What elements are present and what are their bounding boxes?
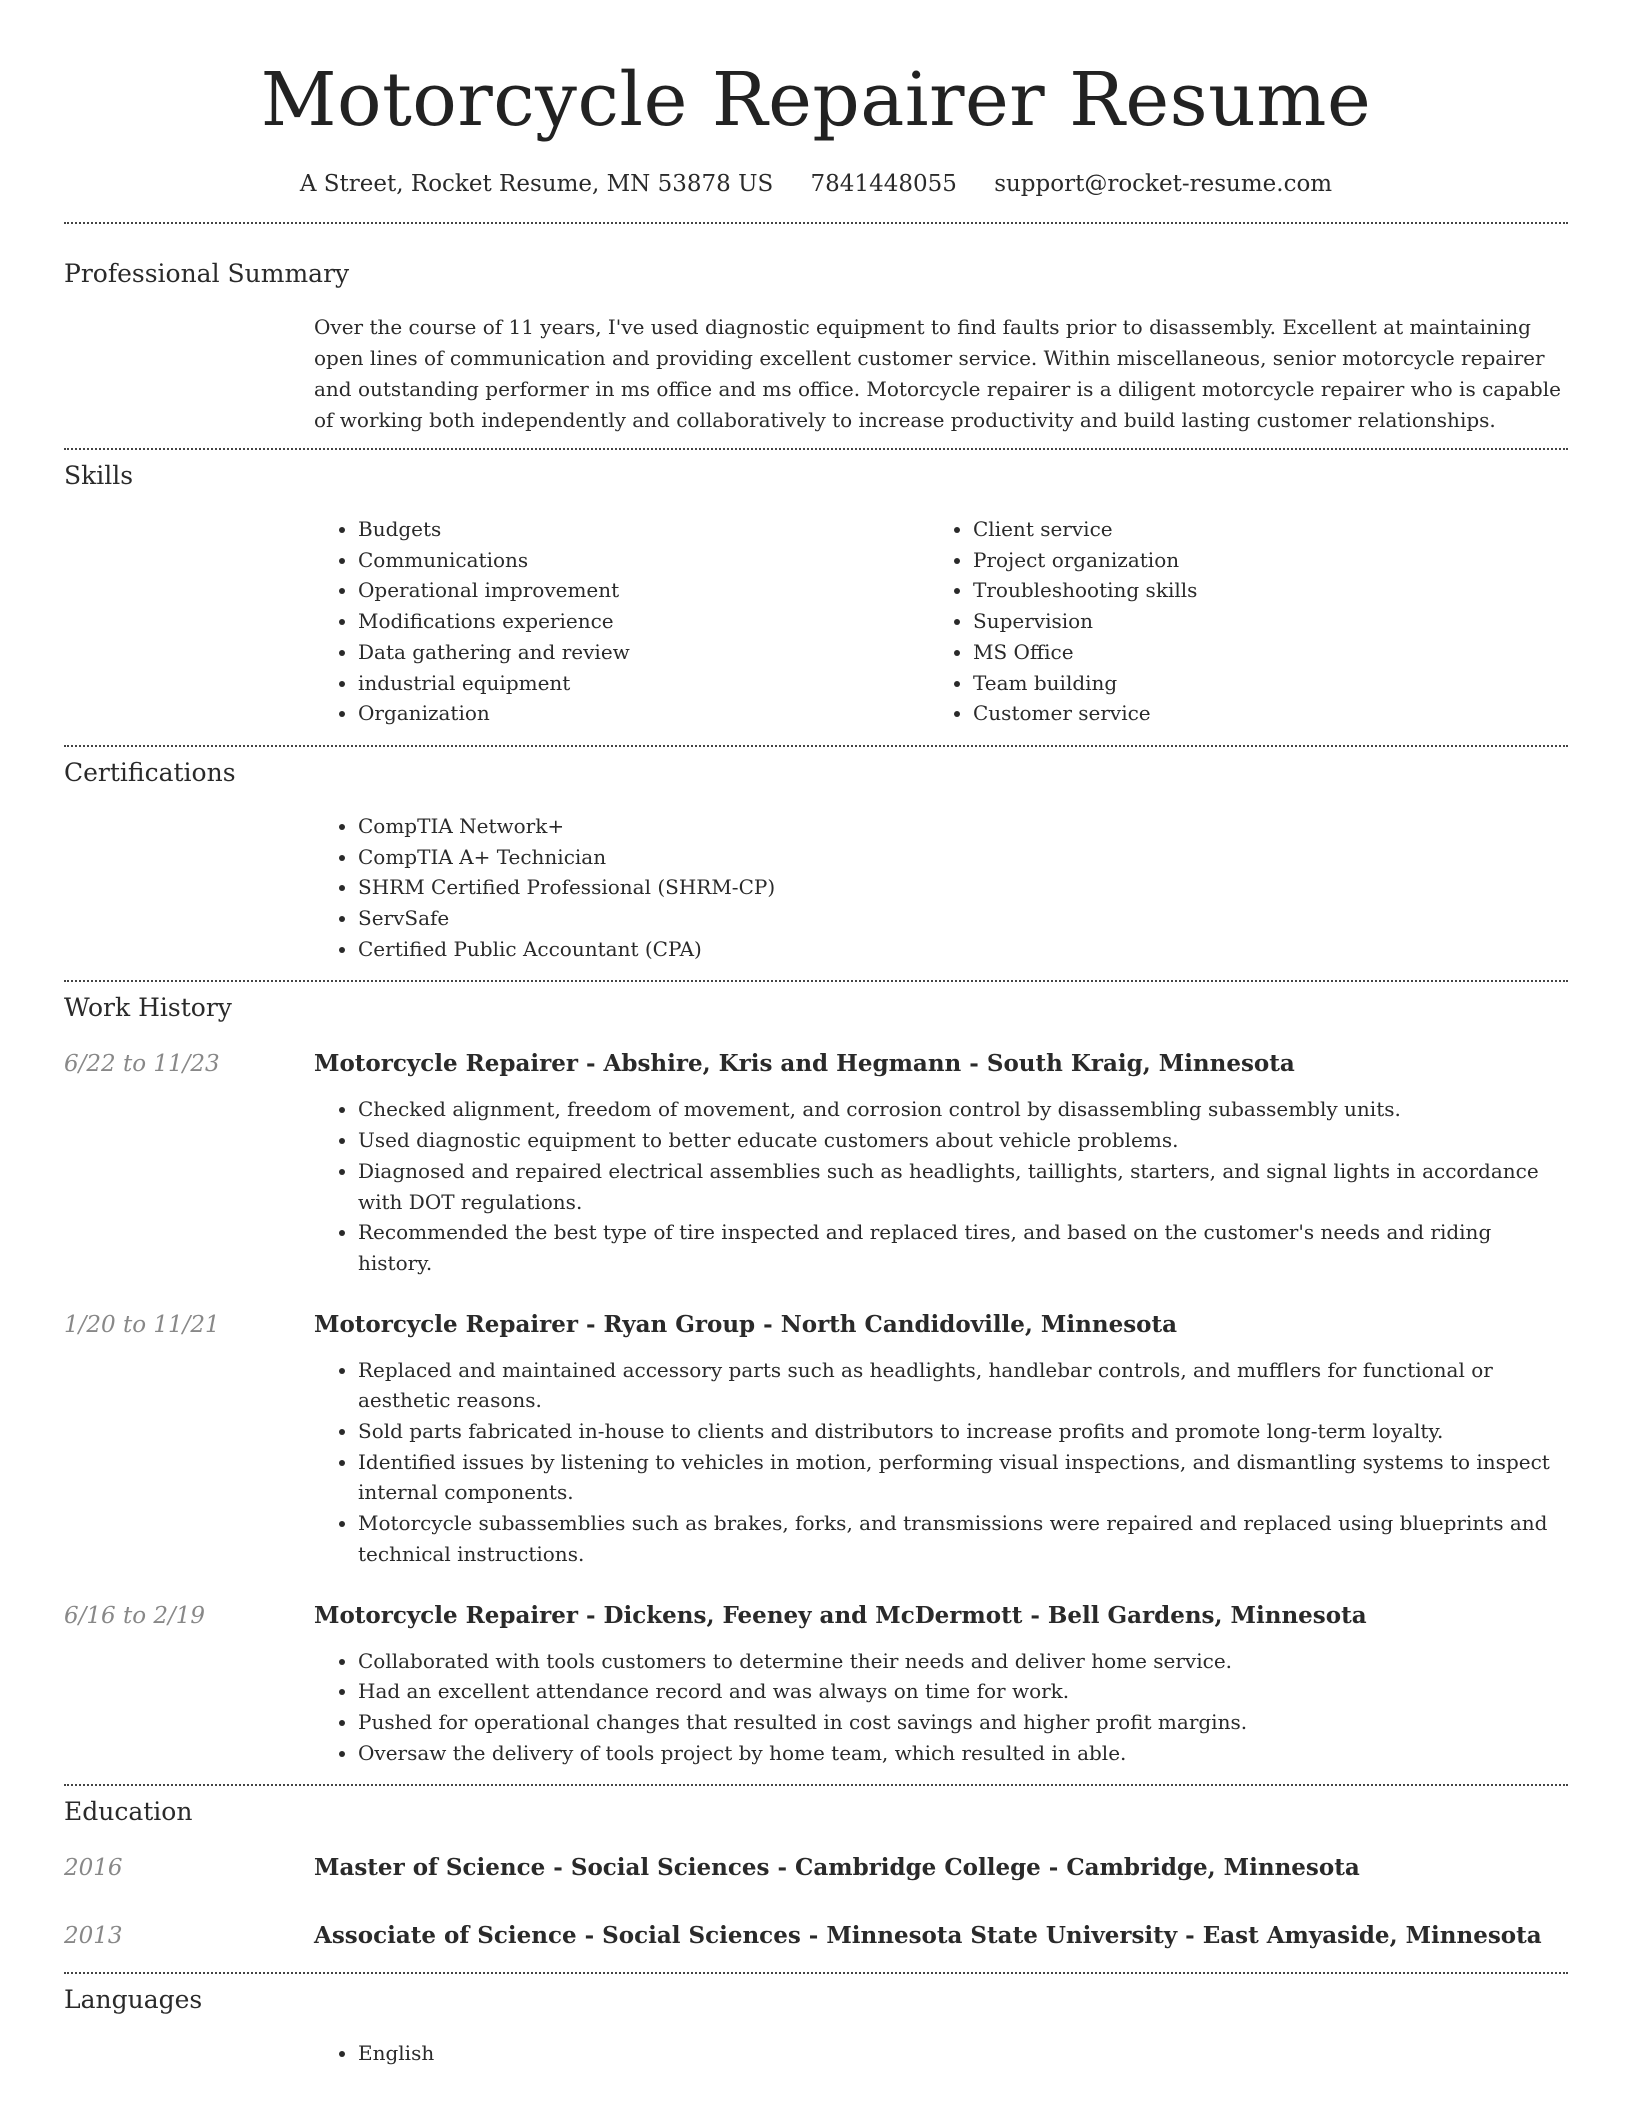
address-text: A Street, Rocket Resume, MN 53878 US [299,171,774,197]
work-heading: Work History [64,993,232,1023]
divider [64,448,1568,450]
divider [64,1784,1568,1786]
skills-list-right [929,514,1544,729]
job-date: 6/22 to 11/23 [64,1051,220,1078]
work-section [64,992,1568,1768]
list-item: • CompTIA Network+ [358,811,1568,842]
skills-section [64,460,1568,729]
email-link[interactable]: support@rocket-resume.com [994,171,1333,197]
contact-line [64,168,1568,200]
list-item: • Checked alignment, freedom of movement, and corrosion control by disassembling subassembly units. [358,1094,1568,1125]
divider [64,745,1568,747]
list-item: • English [358,2038,1568,2069]
list-item: • CompTIA A+ Technician [358,842,1568,873]
list-item: • Oversaw the delivery of tools project by home team, which resulted in able. [358,1738,1568,1769]
summary-text: Over the course of 11 years, I've used diagnostic equipment to find faults prior to disassembly. Excellent at maintaining open lines of communication and providing excellent customer service. Within miscellaneous, senior motorcycle repairer and outstanding performer in ms office and ms office. Motorcycle repairer is a diligent motorcycle repairer who is capable of working both independently and collaboratively to increase productivity and build lasting customer relationships. [314,315,1561,432]
list-item: • Communications [358,545,929,576]
summary-heading: Professional Summary [64,259,350,288]
list-item: • Operational improvement [358,575,929,606]
divider [64,980,1568,982]
list-item: • Replaced and maintained accessory parts such as headlights, handlebar controls, and mufflers for functional or aesthetic reasons. [358,1355,1568,1416]
resume-page [64,0,1568,2069]
list-item: • Customer service [973,698,1544,729]
education-year: 2016 [64,1855,123,1882]
education-heading: Education [64,1797,193,1827]
job-bullets [314,1355,1568,1570]
job-bullets [314,1646,1568,1769]
list-item: • Modifications experience [358,606,929,637]
list-item: • Collaborated with tools customers to determine their needs and deliver home service. [358,1646,1568,1677]
divider [64,222,1568,224]
job-entry [64,1600,1568,1769]
list-item: • Sold parts fabricated in-house to clients and distributors to increase profits and promote long-term loyalty. [358,1416,1568,1447]
resume-title: Motorcycle Repairer Resume [260,57,1372,143]
list-item: • Certified Public Accountant (CPA) [358,934,1568,965]
phone-text: 7841448055 [810,171,957,197]
languages-list [314,2038,1568,2069]
divider [64,1972,1568,1974]
certifications-list [314,811,1568,965]
education-year: 2013 [64,1923,123,1950]
certifications-heading: Certifications [64,757,236,787]
education-section [64,1796,1568,1952]
job-bullets [314,1094,1568,1278]
list-item: • Motorcycle subassemblies such as brakes, forks, and transmissions were repaired and replaced using blueprints and technical instructions. [358,1508,1568,1569]
list-item: • Recommended the best type of tire inspected and replaced tires, and based on the customer's needs and riding history. [358,1217,1568,1278]
list-item: • ServSafe [358,903,1568,934]
list-item: • Data gathering and review [358,637,929,668]
education-entry [64,1852,1568,1884]
list-item: • industrial equipment [358,668,929,699]
list-item: • Budgets [358,514,929,545]
job-title: Motorcycle Repairer - Dickens, Feeney and McDermott - Bell Gardens, Minnesota [314,1601,1367,1629]
job-entry [64,1309,1568,1570]
skills-list-left [314,514,929,729]
list-item: • Identified issues by listening to vehicles in motion, performing visual inspections, and dismantling systems to inspect internal components. [358,1447,1568,1508]
languages-section [64,1984,1568,2069]
job-date: 6/16 to 2/19 [64,1602,206,1629]
list-item: • MS Office [973,637,1544,668]
job-entry [64,1048,1568,1278]
job-date: 1/20 to 11/21 [64,1311,220,1338]
list-item: • Project organization [973,545,1544,576]
list-item: • Used diagnostic equipment to better educate customers about vehicle problems. [358,1125,1568,1156]
list-item: • Team building [973,668,1544,699]
job-title: Motorcycle Repairer - Abshire, Kris and Hegmann - South Kraig, Minnesota [314,1050,1295,1078]
list-item: • Organization [358,698,929,729]
list-item: • Supervision [973,606,1544,637]
list-item: • Troubleshooting skills [973,575,1544,606]
languages-heading: Languages [64,1985,203,2015]
list-item: • Client service [973,514,1544,545]
education-degree: Master of Science - Social Sciences - Cambridge College - Cambridge, Minnesota [314,1854,1360,1882]
list-item: • Pushed for operational changes that resulted in cost savings and higher profit margins. [358,1707,1568,1738]
list-item: • SHRM Certified Professional (SHRM-CP) [358,872,1568,903]
summary-section [64,258,1568,436]
list-item: • Diagnosed and repaired electrical assemblies such as headlights, taillights, starters, and signal lights in accordance with DOT regulations. [358,1156,1568,1217]
education-degree: Associate of Science - Social Sciences - Minnesota State University - East Amyaside, Minnesota [314,1922,1542,1950]
skills-heading: Skills [64,461,134,490]
certifications-section [64,757,1568,965]
education-entry [64,1920,1568,1952]
job-title: Motorcycle Repairer - Ryan Group - North Candidoville, Minnesota [314,1310,1178,1338]
list-item: • Had an excellent attendance record and was always on time for work. [358,1676,1568,1707]
